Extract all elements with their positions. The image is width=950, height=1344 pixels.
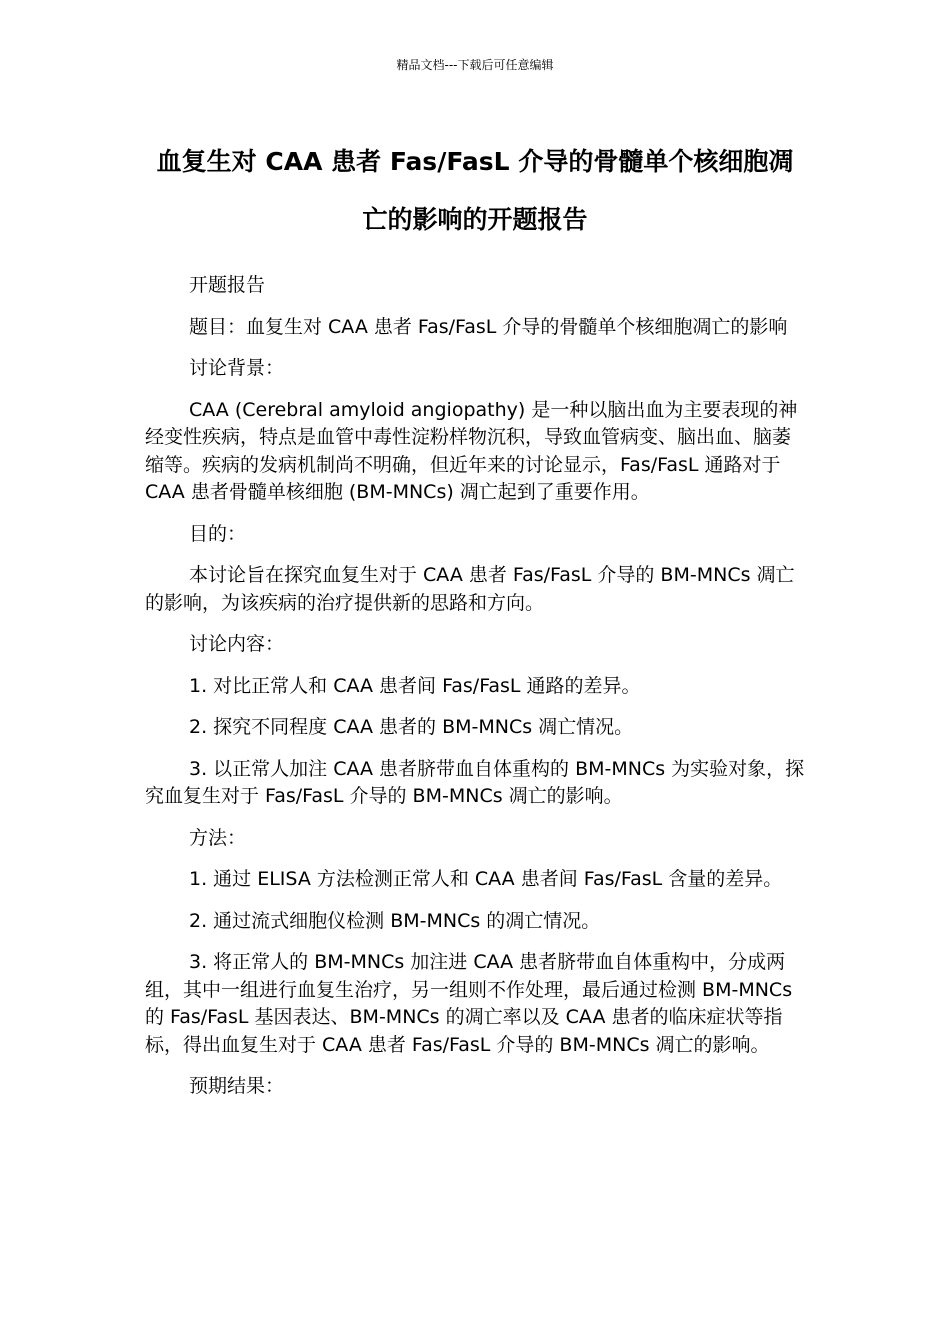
content-item: 3. 以正常人加注 CAA 患者脐带血自体重构的 BM-MNCs 为实验对象，探究血复生对于 Fas/FasL 介导的 BM-MNCs 凋亡的影响。 — [145, 757, 805, 807]
document-title: 血复生对 CAA 患者 Fas/FasL 介导的骨髓单个核细胞凋亡的影响的开题报告 — [156, 147, 794, 234]
section-heading-background: 讨论背景： — [189, 357, 285, 379]
content-item: 2. 探究不同程度 CAA 患者的 BM-MNCs 凋亡情况。 — [189, 716, 634, 738]
header-note: 精品文档---下载后可任意编辑 — [396, 58, 554, 72]
content-item: 1. 对比正常人和 CAA 患者间 Fas/FasL 通路的差异。 — [189, 674, 641, 697]
topic-paragraph: 题目：血复生对 CAA 患者 Fas/FasL 介导的骨髓单个核细胞凋亡的影响 — [189, 315, 788, 338]
background-paragraph: CAA (Cerebral amyloid angiopathy) 是一种以脑出血为主要表现的神经变性疾病，特点是血管中毒性淀粉样物沉积，导致血管病变、脑出血、脑萎缩等。疾病的发病机制尚不明确，但近年来的讨论显示，Fas/FasL 通路对于 CAA 患者骨髓单核细胞 (BM-MNCs) 凋亡起到了重要作用。 — [145, 398, 798, 503]
method-item: 1. 通过 ELISA 方法检测正常人和 CAA 患者间 Fas/FasL 含量的差异。 — [189, 868, 783, 890]
method-item: 3. 将正常人的 BM-MNCs 加注进 CAA 患者脐带血自体重构中，分成两组，其中一组进行血复生治疗，另一组则不作处理，最后通过检测 BM-MNCs 的 Fas/FasL 基因表达、BM-MNCs 的凋亡率以及 CAA 患者的临床症状等指标，得出血复生对于 CAA 患者 Fas/FasL 介导的 BM-MNCs 凋亡的影响。 — [145, 951, 793, 1056]
document-body — [145, 272, 805, 1115]
purpose-paragraph: 本讨论旨在探究血复生对于 CAA 患者 Fas/FasL 介导的 BM-MNCs 凋亡的影响，为该疾病的治疗提供新的思路和方向。 — [145, 564, 795, 614]
section-heading-report: 开题报告 — [189, 274, 266, 296]
section-heading-content: 讨论内容： — [189, 633, 285, 655]
section-heading-expected-results: 预期结果： — [189, 1075, 285, 1097]
section-heading-purpose: 目的： — [189, 522, 247, 545]
section-heading-methods: 方法： — [189, 826, 247, 849]
method-item: 2. 通过流式细胞仪检测 BM-MNCs 的凋亡情况。 — [189, 909, 601, 932]
